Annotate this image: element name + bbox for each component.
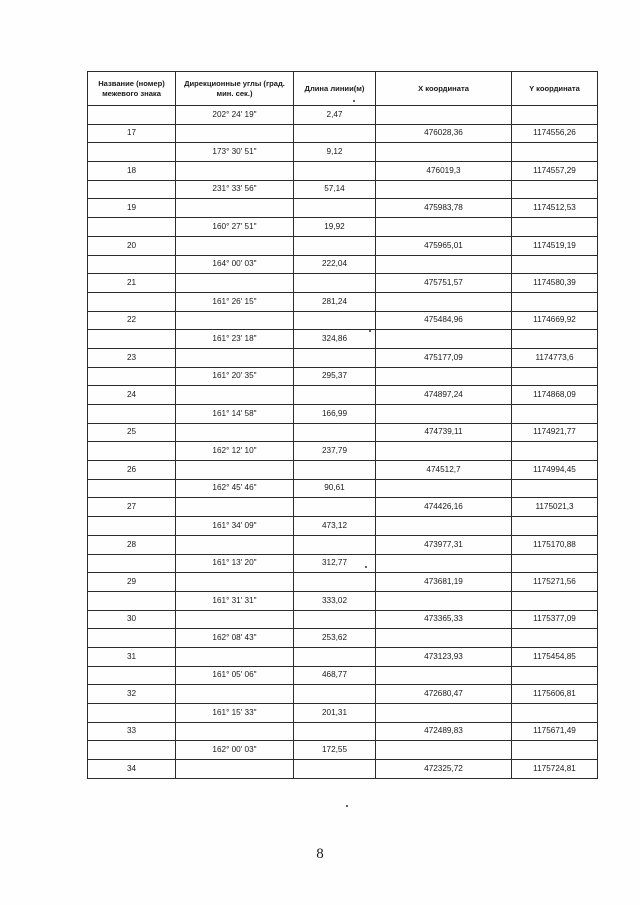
cell-marker-name: 29 bbox=[88, 573, 176, 592]
cell-marker-name bbox=[88, 218, 176, 237]
table-row bbox=[88, 479, 598, 498]
cell-line-length bbox=[294, 722, 376, 741]
cell-line-length: 324,86 bbox=[294, 330, 376, 349]
cell-marker-name bbox=[88, 143, 176, 162]
cell-direction-angle: 161° 20' 35" bbox=[176, 367, 294, 386]
cell-y-coordinate: 1174557,29 bbox=[512, 162, 598, 181]
table-row bbox=[88, 330, 598, 349]
cell-direction-angle: 162° 00' 03" bbox=[176, 741, 294, 760]
cell-marker-name: 18 bbox=[88, 162, 176, 181]
cell-direction-angle bbox=[176, 573, 294, 592]
cell-marker-name bbox=[88, 106, 176, 125]
cell-line-length: 19,92 bbox=[294, 218, 376, 237]
cell-line-length: 281,24 bbox=[294, 292, 376, 311]
table-row bbox=[88, 311, 598, 330]
cell-line-length bbox=[294, 498, 376, 517]
cell-y-coordinate: 1174669,92 bbox=[512, 311, 598, 330]
cell-direction-angle: 173° 30' 51" bbox=[176, 143, 294, 162]
cell-marker-name: 23 bbox=[88, 348, 176, 367]
table-row bbox=[88, 760, 598, 779]
cell-line-length bbox=[294, 461, 376, 480]
cell-marker-name: 31 bbox=[88, 647, 176, 666]
table-row bbox=[88, 367, 598, 386]
scan-speck bbox=[365, 566, 367, 568]
cell-y-coordinate bbox=[512, 554, 598, 573]
cell-direction-angle: 161° 14' 58" bbox=[176, 405, 294, 424]
cell-direction-angle: 160° 27' 51" bbox=[176, 218, 294, 237]
cell-direction-angle bbox=[176, 386, 294, 405]
cell-direction-angle: 161° 15' 33" bbox=[176, 704, 294, 723]
cell-line-length: 312,77 bbox=[294, 554, 376, 573]
table-row bbox=[88, 348, 598, 367]
cell-line-length bbox=[294, 274, 376, 293]
cell-line-length: 166,99 bbox=[294, 405, 376, 424]
cell-line-length bbox=[294, 760, 376, 779]
cell-x-coordinate: 475484,96 bbox=[376, 311, 512, 330]
table-row bbox=[88, 722, 598, 741]
cell-y-coordinate: 1174556,26 bbox=[512, 124, 598, 143]
cell-marker-name bbox=[88, 180, 176, 199]
cell-y-coordinate bbox=[512, 704, 598, 723]
cell-x-coordinate bbox=[376, 180, 512, 199]
cell-x-coordinate bbox=[376, 405, 512, 424]
table-row bbox=[88, 442, 598, 461]
cell-marker-name: 22 bbox=[88, 311, 176, 330]
table-row bbox=[88, 218, 598, 237]
cell-direction-angle bbox=[176, 311, 294, 330]
cell-y-coordinate: 1175606,81 bbox=[512, 685, 598, 704]
cell-line-length bbox=[294, 573, 376, 592]
cell-line-length bbox=[294, 535, 376, 554]
header-row bbox=[88, 72, 598, 106]
table-header bbox=[88, 72, 598, 106]
table-row bbox=[88, 386, 598, 405]
cell-direction-angle: 162° 12' 10" bbox=[176, 442, 294, 461]
cell-x-coordinate bbox=[376, 554, 512, 573]
cell-direction-angle: 231° 33' 56" bbox=[176, 180, 294, 199]
cell-y-coordinate bbox=[512, 666, 598, 685]
cell-marker-name bbox=[88, 255, 176, 274]
cell-y-coordinate: 1174519,19 bbox=[512, 236, 598, 255]
cell-line-length bbox=[294, 386, 376, 405]
cell-x-coordinate: 475177,09 bbox=[376, 348, 512, 367]
cell-y-coordinate bbox=[512, 442, 598, 461]
cell-x-coordinate: 475965,01 bbox=[376, 236, 512, 255]
cell-x-coordinate bbox=[376, 629, 512, 648]
scan-speck bbox=[346, 805, 348, 807]
cell-line-length bbox=[294, 610, 376, 629]
cell-y-coordinate: 1175271,56 bbox=[512, 573, 598, 592]
cell-y-coordinate: 1174994,45 bbox=[512, 461, 598, 480]
cell-direction-angle bbox=[176, 348, 294, 367]
cell-line-length: 57,14 bbox=[294, 180, 376, 199]
cell-marker-name bbox=[88, 479, 176, 498]
header-line-length: Длина линии(м) bbox=[294, 72, 376, 106]
cell-y-coordinate bbox=[512, 292, 598, 311]
header-direction-angle: Дирекционные углы (град. мин. сек.) bbox=[176, 72, 294, 106]
cell-x-coordinate: 474897,24 bbox=[376, 386, 512, 405]
cell-line-length: 222,04 bbox=[294, 255, 376, 274]
cell-direction-angle: 161° 05' 06" bbox=[176, 666, 294, 685]
cell-marker-name bbox=[88, 405, 176, 424]
table-row bbox=[88, 741, 598, 760]
cell-line-length: 473,12 bbox=[294, 517, 376, 536]
table-row bbox=[88, 292, 598, 311]
cell-x-coordinate: 473977,31 bbox=[376, 535, 512, 554]
cell-x-coordinate bbox=[376, 666, 512, 685]
cell-marker-name: 34 bbox=[88, 760, 176, 779]
table-row bbox=[88, 255, 598, 274]
cell-y-coordinate bbox=[512, 517, 598, 536]
cell-x-coordinate: 475983,78 bbox=[376, 199, 512, 218]
cell-y-coordinate bbox=[512, 218, 598, 237]
cell-y-coordinate: 1175377,09 bbox=[512, 610, 598, 629]
cell-line-length bbox=[294, 647, 376, 666]
cell-marker-name bbox=[88, 330, 176, 349]
cell-x-coordinate bbox=[376, 591, 512, 610]
table-body bbox=[88, 106, 598, 779]
cell-line-length bbox=[294, 236, 376, 255]
table-row bbox=[88, 591, 598, 610]
cell-marker-name bbox=[88, 741, 176, 760]
cell-line-length bbox=[294, 348, 376, 367]
cell-y-coordinate bbox=[512, 629, 598, 648]
cell-marker-name bbox=[88, 666, 176, 685]
cell-line-length bbox=[294, 685, 376, 704]
cell-line-length: 253,62 bbox=[294, 629, 376, 648]
table-row bbox=[88, 554, 598, 573]
cell-direction-angle bbox=[176, 274, 294, 293]
cell-marker-name bbox=[88, 554, 176, 573]
cell-x-coordinate: 475751,57 bbox=[376, 274, 512, 293]
cell-direction-angle: 161° 13' 20" bbox=[176, 554, 294, 573]
cell-marker-name: 28 bbox=[88, 535, 176, 554]
cell-direction-angle bbox=[176, 722, 294, 741]
table-row bbox=[88, 236, 598, 255]
cell-y-coordinate bbox=[512, 330, 598, 349]
cell-line-length: 237,79 bbox=[294, 442, 376, 461]
table-row bbox=[88, 274, 598, 293]
cell-marker-name: 30 bbox=[88, 610, 176, 629]
table-row bbox=[88, 647, 598, 666]
table-row bbox=[88, 143, 598, 162]
cell-direction-angle bbox=[176, 685, 294, 704]
cell-direction-angle bbox=[176, 423, 294, 442]
cell-y-coordinate: 1175724,81 bbox=[512, 760, 598, 779]
cell-x-coordinate: 476019,3 bbox=[376, 162, 512, 181]
cell-line-length: 468,77 bbox=[294, 666, 376, 685]
cell-direction-angle: 202° 24' 19" bbox=[176, 106, 294, 125]
cell-y-coordinate: 1175454,85 bbox=[512, 647, 598, 666]
table-row bbox=[88, 685, 598, 704]
cell-x-coordinate: 476028,36 bbox=[376, 124, 512, 143]
cell-direction-angle bbox=[176, 610, 294, 629]
cell-x-coordinate bbox=[376, 330, 512, 349]
cell-direction-angle bbox=[176, 236, 294, 255]
cell-line-length: 9,12 bbox=[294, 143, 376, 162]
cell-marker-name bbox=[88, 517, 176, 536]
table-row bbox=[88, 573, 598, 592]
scan-speck bbox=[353, 100, 355, 102]
table-row bbox=[88, 124, 598, 143]
table-row bbox=[88, 704, 598, 723]
cell-x-coordinate: 473365,33 bbox=[376, 610, 512, 629]
cell-x-coordinate bbox=[376, 106, 512, 125]
table-row bbox=[88, 461, 598, 480]
cell-marker-name bbox=[88, 367, 176, 386]
table-row bbox=[88, 199, 598, 218]
cell-marker-name: 17 bbox=[88, 124, 176, 143]
cell-line-length: 172,55 bbox=[294, 741, 376, 760]
cell-direction-angle bbox=[176, 760, 294, 779]
table-row bbox=[88, 535, 598, 554]
cell-marker-name: 32 bbox=[88, 685, 176, 704]
cell-x-coordinate: 474739,11 bbox=[376, 423, 512, 442]
cell-direction-angle: 162° 08' 43" bbox=[176, 629, 294, 648]
cell-direction-angle bbox=[176, 124, 294, 143]
cell-y-coordinate: 1174868,09 bbox=[512, 386, 598, 405]
cell-y-coordinate: 1175170,88 bbox=[512, 535, 598, 554]
cell-x-coordinate bbox=[376, 367, 512, 386]
cell-y-coordinate bbox=[512, 367, 598, 386]
cell-y-coordinate bbox=[512, 479, 598, 498]
cell-line-length bbox=[294, 124, 376, 143]
cell-y-coordinate: 1175021,3 bbox=[512, 498, 598, 517]
cell-y-coordinate: 1175671,49 bbox=[512, 722, 598, 741]
cell-direction-angle: 161° 26' 15" bbox=[176, 292, 294, 311]
cell-marker-name bbox=[88, 704, 176, 723]
cell-marker-name bbox=[88, 629, 176, 648]
header-x-coordinate: X координата bbox=[376, 72, 512, 106]
cell-x-coordinate: 472680,47 bbox=[376, 685, 512, 704]
cell-y-coordinate: 1174773,6 bbox=[512, 348, 598, 367]
cell-y-coordinate bbox=[512, 741, 598, 760]
cell-y-coordinate bbox=[512, 405, 598, 424]
cell-line-length: 90,61 bbox=[294, 479, 376, 498]
cell-marker-name bbox=[88, 591, 176, 610]
cell-y-coordinate bbox=[512, 180, 598, 199]
cell-x-coordinate: 473123,93 bbox=[376, 647, 512, 666]
cell-direction-angle bbox=[176, 461, 294, 480]
cell-direction-angle bbox=[176, 162, 294, 181]
cell-x-coordinate bbox=[376, 143, 512, 162]
cell-marker-name: 19 bbox=[88, 199, 176, 218]
table-row bbox=[88, 629, 598, 648]
cell-direction-angle bbox=[176, 535, 294, 554]
boundary-coordinates-table bbox=[87, 71, 598, 779]
cell-x-coordinate bbox=[376, 218, 512, 237]
cell-y-coordinate bbox=[512, 255, 598, 274]
cell-direction-angle bbox=[176, 199, 294, 218]
cell-x-coordinate: 473681,19 bbox=[376, 573, 512, 592]
cell-direction-angle: 162° 45' 46" bbox=[176, 479, 294, 498]
cell-x-coordinate: 472325,72 bbox=[376, 760, 512, 779]
table-row bbox=[88, 610, 598, 629]
cell-x-coordinate: 472489,83 bbox=[376, 722, 512, 741]
table-row bbox=[88, 106, 598, 125]
cell-marker-name: 24 bbox=[88, 386, 176, 405]
table-row bbox=[88, 498, 598, 517]
cell-y-coordinate: 1174921,77 bbox=[512, 423, 598, 442]
cell-line-length: 2,47 bbox=[294, 106, 376, 125]
cell-line-length: 201,31 bbox=[294, 704, 376, 723]
cell-x-coordinate bbox=[376, 292, 512, 311]
cell-x-coordinate bbox=[376, 517, 512, 536]
cell-direction-angle: 164° 00' 03" bbox=[176, 255, 294, 274]
table-row bbox=[88, 666, 598, 685]
cell-x-coordinate: 474426,16 bbox=[376, 498, 512, 517]
cell-direction-angle bbox=[176, 498, 294, 517]
scan-speck bbox=[369, 330, 371, 332]
cell-line-length: 295,37 bbox=[294, 367, 376, 386]
header-marker-name: Название (номер) межевого знака bbox=[88, 72, 176, 106]
cell-x-coordinate bbox=[376, 741, 512, 760]
table-row bbox=[88, 162, 598, 181]
cell-line-length: 333,02 bbox=[294, 591, 376, 610]
cell-y-coordinate: 1174580,39 bbox=[512, 274, 598, 293]
cell-x-coordinate: 474512,7 bbox=[376, 461, 512, 480]
cell-marker-name: 33 bbox=[88, 722, 176, 741]
cell-x-coordinate bbox=[376, 704, 512, 723]
cell-y-coordinate: 1174512,53 bbox=[512, 199, 598, 218]
cell-marker-name: 26 bbox=[88, 461, 176, 480]
cell-marker-name: 20 bbox=[88, 236, 176, 255]
cell-marker-name bbox=[88, 292, 176, 311]
cell-line-length bbox=[294, 423, 376, 442]
cell-x-coordinate bbox=[376, 442, 512, 461]
table-row bbox=[88, 405, 598, 424]
cell-direction-angle: 161° 23' 18" bbox=[176, 330, 294, 349]
cell-direction-angle bbox=[176, 647, 294, 666]
cell-marker-name: 27 bbox=[88, 498, 176, 517]
page-number: 8 bbox=[316, 846, 324, 862]
table-row bbox=[88, 423, 598, 442]
table-row bbox=[88, 180, 598, 199]
table-row bbox=[88, 517, 598, 536]
cell-marker-name: 21 bbox=[88, 274, 176, 293]
cell-marker-name bbox=[88, 442, 176, 461]
cell-x-coordinate bbox=[376, 255, 512, 274]
cell-y-coordinate bbox=[512, 106, 598, 125]
cell-line-length bbox=[294, 311, 376, 330]
cell-direction-angle: 161° 34' 09" bbox=[176, 517, 294, 536]
cell-x-coordinate bbox=[376, 479, 512, 498]
cell-marker-name: 25 bbox=[88, 423, 176, 442]
cell-y-coordinate bbox=[512, 143, 598, 162]
cell-direction-angle: 161° 31' 31" bbox=[176, 591, 294, 610]
header-y-coordinate: Y координата bbox=[512, 72, 598, 106]
cell-line-length bbox=[294, 199, 376, 218]
cell-line-length bbox=[294, 162, 376, 181]
cell-y-coordinate bbox=[512, 591, 598, 610]
